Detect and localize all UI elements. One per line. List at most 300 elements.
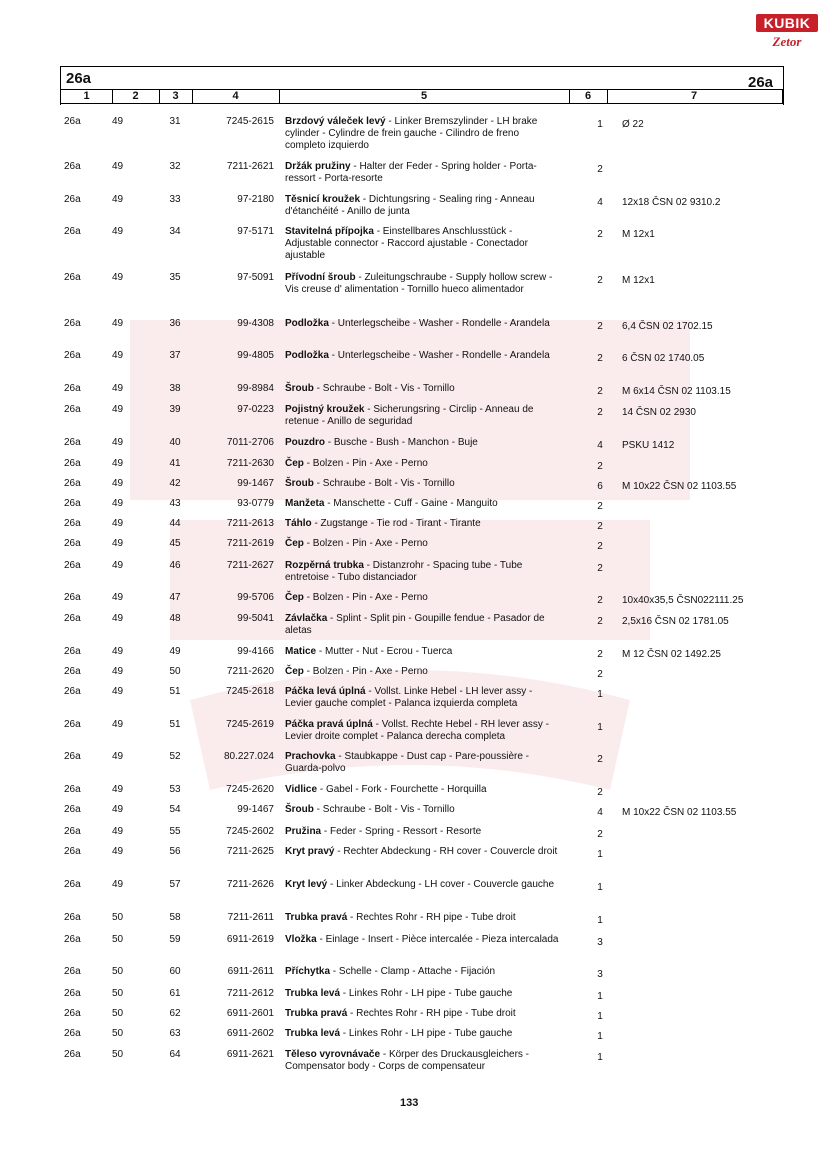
cell-position: 55	[169, 826, 181, 837]
part-name: Držák pružiny	[285, 161, 351, 172]
part-translations: - Schraube - Bolt - Vis - Tornillo	[313, 383, 455, 394]
part-name: Čep	[285, 458, 304, 469]
part-translations: - Staubkappe - Dust cap - Pare-poussière - Guarda-polvo	[285, 751, 530, 774]
cell-figure: 49	[112, 116, 124, 127]
cell-figure: 49	[112, 161, 124, 172]
cell-description	[285, 846, 560, 858]
cell-position: 48	[169, 613, 181, 624]
part-translations: - Linkes Rohr - LH pipe - Tube gauche	[340, 1028, 513, 1039]
cell-specification: M 6x14 ČSN 02 1103.15	[622, 386, 731, 397]
part-translations: - Schelle - Clamp - Attache - Fijación	[330, 966, 496, 977]
part-translations: - Zugstange - Tie rod - Tirant - Tirante	[311, 518, 481, 529]
cell-position: 33	[169, 194, 181, 205]
cell-description	[285, 458, 560, 470]
part-translations: - Einlage - Insert - Pièce intercalée - Pieza intercalada	[316, 934, 559, 945]
cell-description	[285, 686, 560, 710]
cell-section: 26a	[64, 592, 81, 603]
part-translations: - Sicherungsring - Circlip - Anneau de retenue - Anillo de seguridad	[285, 404, 534, 427]
part-name: Brzdový váleček levý	[285, 116, 386, 127]
part-translations: - Einstellbares Anschlusstück - Adjustable connector - Raccord ajustable - Conectador ajustable	[285, 226, 528, 261]
cell-figure: 49	[112, 458, 124, 469]
cell-part-number: 7211-2621	[226, 161, 274, 172]
part-translations: - Linkes Rohr - LH pipe - Tube gauche	[340, 988, 513, 999]
cell-description	[285, 1008, 560, 1020]
cell-figure: 49	[112, 350, 124, 361]
part-translations: - Busche - Bush - Manchon - Buje	[325, 437, 478, 448]
cell-part-number: 7245-2620	[226, 784, 274, 795]
cell-position: 61	[169, 988, 181, 999]
cell-description	[285, 272, 560, 296]
cell-part-number: 80.227.024	[223, 751, 274, 762]
part-translations: - Halter der Feder - Spring holder - Porta-ressort - Porta-resorte	[285, 161, 537, 184]
cell-section: 26a	[64, 846, 81, 857]
cell-description	[285, 934, 560, 946]
cell-figure: 49	[112, 666, 124, 677]
cell-position: 62	[169, 1008, 181, 1019]
part-translations: - Splint - Split pin - Goupille fendue - Pasador de aletas	[285, 613, 545, 636]
cell-section: 26a	[64, 1049, 81, 1060]
part-name: Těsnicí kroužek	[285, 194, 361, 205]
part-translations: - Distanzrohr - Spacing tube - Tube entretoise - Tubo distanciador	[285, 560, 523, 583]
cell-quantity: 2	[597, 501, 603, 512]
cell-section: 26a	[64, 226, 81, 237]
cell-figure: 49	[112, 518, 124, 529]
part-translations: - Unterlegscheibe - Washer - Rondelle - Arandela	[328, 318, 550, 329]
cell-quantity: 2	[597, 829, 603, 840]
page-number: 133	[400, 1097, 419, 1109]
cell-figure: 49	[112, 826, 124, 837]
cell-figure: 49	[112, 538, 124, 549]
part-name: Šroub	[285, 383, 314, 394]
part-translations: - Manschette - Cuff - Gaine - Manguito	[324, 498, 498, 509]
cell-description	[285, 404, 560, 428]
part-name: Čep	[285, 538, 304, 549]
cell-quantity: 2	[597, 386, 603, 397]
cell-specification: 6 ČSN 02 1740.05	[622, 353, 705, 364]
cell-quantity: 2	[597, 563, 603, 574]
part-translations: - Linker Bremszylinder - LH brake cylinder - Cylindre de frein gauche - Cilindro de freno completo izquierdo	[285, 116, 538, 151]
cell-section: 26a	[64, 161, 81, 172]
cell-description	[285, 1049, 560, 1073]
cell-part-number: 99-5706	[237, 592, 274, 603]
cell-specification: 10x40x35,5 ČSN022111.25	[622, 595, 744, 606]
cell-position: 56	[169, 846, 181, 857]
cell-part-number: 7245-2618	[226, 686, 274, 697]
cell-figure: 49	[112, 592, 124, 603]
cell-position: 60	[169, 966, 181, 977]
cell-figure: 49	[112, 879, 124, 890]
cell-figure: 49	[112, 560, 124, 571]
part-translations: - Schraube - Bolt - Vis - Tornillo	[313, 478, 455, 489]
cell-section: 26a	[64, 988, 81, 999]
part-name: Závlačka	[285, 613, 328, 624]
cell-figure: 50	[112, 1049, 124, 1060]
part-name: Páčka levá úplná	[285, 686, 366, 697]
logo-kubik-text: KUBIK	[756, 14, 818, 32]
cell-part-number: 99-1467	[237, 478, 274, 489]
cell-section: 26a	[64, 1008, 81, 1019]
cell-description	[285, 194, 560, 218]
part-name: Podložka	[285, 318, 329, 329]
cell-section: 26a	[64, 560, 81, 571]
cell-part-number: 6911-2619	[226, 934, 274, 945]
cell-figure: 49	[112, 272, 124, 283]
cell-section: 26a	[64, 478, 81, 489]
cell-description	[285, 498, 560, 510]
part-translations: - Feder - Spring - Ressort - Resorte	[321, 826, 482, 837]
cell-section: 26a	[64, 350, 81, 361]
part-translations: - Zuleitungschraube - Supply hollow screw - Vis creuse d' alimentation - Tornillo hueco alimentador	[285, 272, 553, 295]
cell-figure: 49	[112, 437, 124, 448]
part-translations: - Linker Abdeckung - LH cover - Couvercle gauche	[327, 879, 555, 890]
cell-part-number: 93-0779	[237, 498, 274, 509]
cell-position: 38	[169, 383, 181, 394]
column-header-2: 2	[112, 90, 160, 103]
cell-position: 40	[169, 437, 181, 448]
cell-description	[285, 1028, 560, 1040]
cell-position: 63	[169, 1028, 181, 1039]
part-translations: - Rechter Abdeckung - RH cover - Couvercle droit	[334, 846, 558, 857]
cell-figure: 49	[112, 404, 124, 415]
cell-figure: 49	[112, 784, 124, 795]
cell-description	[285, 804, 560, 816]
cell-description	[285, 879, 560, 891]
cell-position: 54	[169, 804, 181, 815]
part-name: Podložka	[285, 350, 329, 361]
cell-part-number: 99-4166	[237, 646, 274, 657]
cell-figure: 50	[112, 1008, 124, 1019]
cell-description	[285, 719, 560, 743]
cell-part-number: 6911-2611	[227, 966, 274, 977]
part-name: Stavitelná přípojka	[285, 226, 374, 237]
cell-section: 26a	[64, 116, 81, 127]
cell-section: 26a	[64, 912, 81, 923]
cell-figure: 49	[112, 613, 124, 624]
cell-figure: 50	[112, 934, 124, 945]
cell-section: 26a	[64, 404, 81, 415]
cell-specification: M 12 ČSN 02 1492.25	[622, 649, 721, 660]
cell-section: 26a	[64, 383, 81, 394]
cell-figure: 49	[112, 478, 124, 489]
part-translations: - Bolzen - Pin - Axe - Perno	[303, 458, 428, 469]
part-translations: - Mutter - Nut - Ecrou - Tuerca	[316, 646, 453, 657]
cell-quantity: 1	[597, 915, 603, 926]
cell-quantity: 4	[597, 197, 603, 208]
cell-part-number: 7211-2611	[227, 912, 274, 923]
cell-part-number: 99-1467	[237, 804, 274, 815]
cell-quantity: 2	[597, 595, 603, 606]
cell-position: 36	[169, 318, 181, 329]
part-name: Rozpěrná trubka	[285, 560, 364, 571]
cell-quantity: 2	[597, 321, 603, 332]
part-name: Trubka pravá	[285, 1008, 348, 1019]
cell-quantity: 1	[597, 882, 603, 893]
cell-description	[285, 518, 560, 530]
cell-position: 64	[169, 1049, 181, 1060]
cell-position: 51	[169, 719, 181, 730]
cell-description	[285, 478, 560, 490]
part-translations: - Dichtungsring - Sealing ring - Anneau d'étanchéité - Anillo de junta	[285, 194, 535, 217]
cell-section: 26a	[64, 804, 81, 815]
part-translations: - Bolzen - Pin - Axe - Perno	[303, 538, 428, 549]
cell-quantity: 2	[597, 541, 603, 552]
cell-figure: 49	[112, 498, 124, 509]
part-translations: - Vollst. Linke Hebel - LH lever assy - Levier gauche complet - Palanca izquierda completa	[285, 686, 533, 709]
cell-quantity: 3	[597, 937, 603, 948]
cell-figure: 50	[112, 912, 124, 923]
cell-part-number: 7245-2615	[226, 116, 274, 127]
part-name: Trubka pravá	[285, 912, 348, 923]
cell-section: 26a	[64, 966, 81, 977]
part-name: Táhlo	[285, 518, 312, 529]
part-translations: - Rechtes Rohr - RH pipe - Tube droit	[347, 912, 516, 923]
part-translations: - Gabel - Fork - Fourchette - Horquilla	[317, 784, 487, 795]
cell-quantity: 2	[597, 787, 603, 798]
part-name: Příchytka	[285, 966, 331, 977]
part-name: Šroub	[285, 478, 314, 489]
cell-section: 26a	[64, 194, 81, 205]
cell-figure: 49	[112, 846, 124, 857]
part-name: Čep	[285, 592, 304, 603]
cell-part-number: 7211-2612	[226, 988, 274, 999]
cell-specification: Ø 22	[622, 119, 644, 130]
cell-specification: M 12x1	[622, 229, 655, 240]
column-header-3: 3	[159, 90, 193, 103]
cell-part-number: 99-4308	[237, 318, 274, 329]
cell-part-number: 97-0223	[237, 404, 274, 415]
cell-position: 47	[169, 592, 181, 603]
cell-quantity: 2	[597, 275, 603, 286]
cell-position: 31	[169, 116, 181, 127]
cell-section: 26a	[64, 751, 81, 762]
cell-description	[285, 226, 560, 262]
cell-quantity: 1	[597, 1052, 603, 1063]
cell-figure: 49	[112, 686, 124, 697]
part-translations: - Schraube - Bolt - Vis - Tornillo	[313, 804, 455, 815]
section-label-right: 26a	[748, 74, 774, 91]
cell-specification: M 12x1	[622, 275, 655, 286]
cell-position: 57	[169, 879, 181, 890]
cell-part-number: 7211-2626	[226, 879, 274, 890]
cell-quantity: 1	[597, 722, 603, 733]
cell-part-number: 7211-2625	[226, 846, 274, 857]
cell-part-number: 97-5171	[237, 226, 274, 237]
cell-part-number: 7245-2602	[226, 826, 274, 837]
cell-section: 26a	[64, 826, 81, 837]
cell-description	[285, 988, 560, 1000]
cell-quantity: 2	[597, 669, 603, 680]
cell-quantity: 2	[597, 649, 603, 660]
part-name: Čep	[285, 666, 304, 677]
cell-position: 58	[169, 912, 181, 923]
cell-part-number: 7211-2627	[226, 560, 274, 571]
cell-section: 26a	[64, 879, 81, 890]
cell-quantity: 2	[597, 616, 603, 627]
cell-part-number: 99-5041	[237, 613, 274, 624]
column-header-7: 7	[690, 90, 698, 102]
column-header-4: 4	[192, 90, 280, 103]
cell-description	[285, 646, 560, 658]
column-header-6: 6	[569, 90, 608, 103]
cell-position: 43	[169, 498, 181, 509]
cell-section: 26a	[64, 272, 81, 283]
cell-specification: 6,4 ČSN 02 1702.15	[622, 321, 713, 332]
cell-part-number: 6911-2601	[226, 1008, 274, 1019]
cell-position: 42	[169, 478, 181, 489]
cell-description	[285, 161, 560, 185]
column-header-5: 5	[279, 90, 570, 103]
cell-position: 34	[169, 226, 181, 237]
cell-specification: M 10x22 ČSN 02 1103.55	[622, 481, 737, 492]
cell-position: 49	[169, 646, 181, 657]
part-name: Manžeta	[285, 498, 325, 509]
cell-description	[285, 538, 560, 550]
cell-figure: 50	[112, 988, 124, 999]
cell-quantity: 1	[597, 849, 603, 860]
cell-quantity: 1	[597, 1031, 603, 1042]
cell-part-number: 7211-2613	[226, 518, 274, 529]
cell-figure: 49	[112, 226, 124, 237]
cell-figure: 49	[112, 318, 124, 329]
cell-section: 26a	[64, 719, 81, 730]
cell-section: 26a	[64, 518, 81, 529]
cell-section: 26a	[64, 1028, 81, 1039]
column-header-row	[60, 89, 783, 104]
cell-figure: 50	[112, 966, 124, 977]
part-name: Prachovka	[285, 751, 336, 762]
cell-section: 26a	[64, 613, 81, 624]
cell-position: 59	[169, 934, 181, 945]
part-name: Kryt pravý	[285, 846, 335, 857]
part-name: Pojistný kroužek	[285, 404, 365, 415]
part-name: Páčka pravá úplná	[285, 719, 373, 730]
cell-part-number: 7245-2619	[226, 719, 274, 730]
cell-specification: 14 ČSN 02 2930	[622, 407, 696, 418]
cell-section: 26a	[64, 686, 81, 697]
cell-description	[285, 666, 560, 678]
cell-quantity: 4	[597, 440, 603, 451]
cell-description	[285, 966, 560, 978]
part-translations: - Bolzen - Pin - Axe - Perno	[303, 592, 428, 603]
section-label-left: 26a	[66, 70, 92, 87]
cell-description	[285, 560, 560, 584]
cell-quantity: 2	[597, 521, 603, 532]
cell-description	[285, 116, 560, 152]
cell-position: 51	[169, 686, 181, 697]
cell-specification: 2,5x16 ČSN 02 1781.05	[622, 616, 729, 627]
cell-quantity: 2	[597, 461, 603, 472]
cell-position: 53	[169, 784, 181, 795]
part-translations: - Bolzen - Pin - Axe - Perno	[303, 666, 428, 677]
cell-quantity: 1	[597, 689, 603, 700]
cell-quantity: 1	[597, 1011, 603, 1022]
cell-description	[285, 826, 560, 838]
part-name: Trubka levá	[285, 1028, 341, 1039]
cell-section: 26a	[64, 498, 81, 509]
cell-quantity: 2	[597, 407, 603, 418]
cell-part-number: 97-5091	[237, 272, 274, 283]
cell-figure: 49	[112, 194, 124, 205]
cell-part-number: 7011-2706	[226, 437, 274, 448]
cell-section: 26a	[64, 437, 81, 448]
cell-description	[285, 592, 560, 604]
cell-part-number: 7211-2630	[226, 458, 274, 469]
cell-figure: 49	[112, 804, 124, 815]
cell-position: 44	[169, 518, 181, 529]
part-name: Těleso vyrovnávače	[285, 1049, 381, 1060]
cell-specification: 12x18 ČSN 02 9310.2	[622, 197, 721, 208]
cell-description	[285, 613, 560, 637]
cell-figure: 49	[112, 751, 124, 762]
cell-description	[285, 912, 560, 924]
part-name: Pouzdro	[285, 437, 325, 448]
cell-section: 26a	[64, 458, 81, 469]
cell-figure: 49	[112, 383, 124, 394]
kubik-zetor-logo	[756, 14, 818, 62]
cell-quantity: 4	[597, 807, 603, 818]
part-name: Vložka	[285, 934, 317, 945]
cell-section: 26a	[64, 934, 81, 945]
part-name: Matice	[285, 646, 317, 657]
cell-position: 50	[169, 666, 181, 677]
cell-position: 45	[169, 538, 181, 549]
cell-part-number: 6911-2602	[226, 1028, 274, 1039]
cell-figure: 50	[112, 1028, 124, 1039]
part-name: Přívodní šroub	[285, 272, 356, 283]
part-name: Kryt levý	[285, 879, 328, 890]
cell-part-number: 99-4805	[237, 350, 274, 361]
cell-description	[285, 318, 560, 330]
logo-zetor-text: Zetor	[772, 34, 802, 49]
cell-figure: 49	[112, 646, 124, 657]
cell-specification: M 10x22 ČSN 02 1103.55	[622, 807, 737, 818]
cell-description	[285, 383, 560, 395]
cell-quantity: 2	[597, 754, 603, 765]
cell-quantity: 2	[597, 164, 603, 175]
cell-position: 32	[169, 161, 181, 172]
cell-description	[285, 751, 560, 775]
cell-position: 37	[169, 350, 181, 361]
cell-position: 39	[169, 404, 181, 415]
cell-description	[285, 350, 560, 362]
cell-quantity: 2	[597, 229, 603, 240]
cell-section: 26a	[64, 538, 81, 549]
cell-position: 35	[169, 272, 181, 283]
cell-description	[285, 437, 560, 449]
cell-quantity: 1	[597, 119, 603, 130]
cell-part-number: 7211-2619	[226, 538, 274, 549]
part-name: Vidlice	[285, 784, 318, 795]
cell-position: 52	[169, 751, 181, 762]
part-translations: - Körper des Druckausgleichers - Compensator body - Corps de compensateur	[285, 1049, 530, 1072]
cell-part-number: 7211-2620	[226, 666, 274, 677]
cell-position: 46	[169, 560, 181, 571]
part-translations: - Vollst. Rechte Hebel - RH lever assy - Levier droite complet - Palanca derecha completa	[285, 719, 549, 742]
cell-part-number: 6911-2621	[226, 1049, 274, 1060]
cell-section: 26a	[64, 646, 81, 657]
cell-position: 41	[169, 458, 181, 469]
cell-quantity: 2	[597, 353, 603, 364]
cell-section: 26a	[64, 318, 81, 329]
cell-section: 26a	[64, 784, 81, 795]
part-translations: - Unterlegscheibe - Washer - Rondelle - Arandela	[328, 350, 550, 361]
cell-quantity: 3	[597, 969, 603, 980]
column-header-1: 1	[61, 90, 113, 103]
part-name: Pružina	[285, 826, 322, 837]
cell-description	[285, 784, 560, 796]
cell-part-number: 97-2180	[237, 194, 274, 205]
cell-section: 26a	[64, 666, 81, 677]
